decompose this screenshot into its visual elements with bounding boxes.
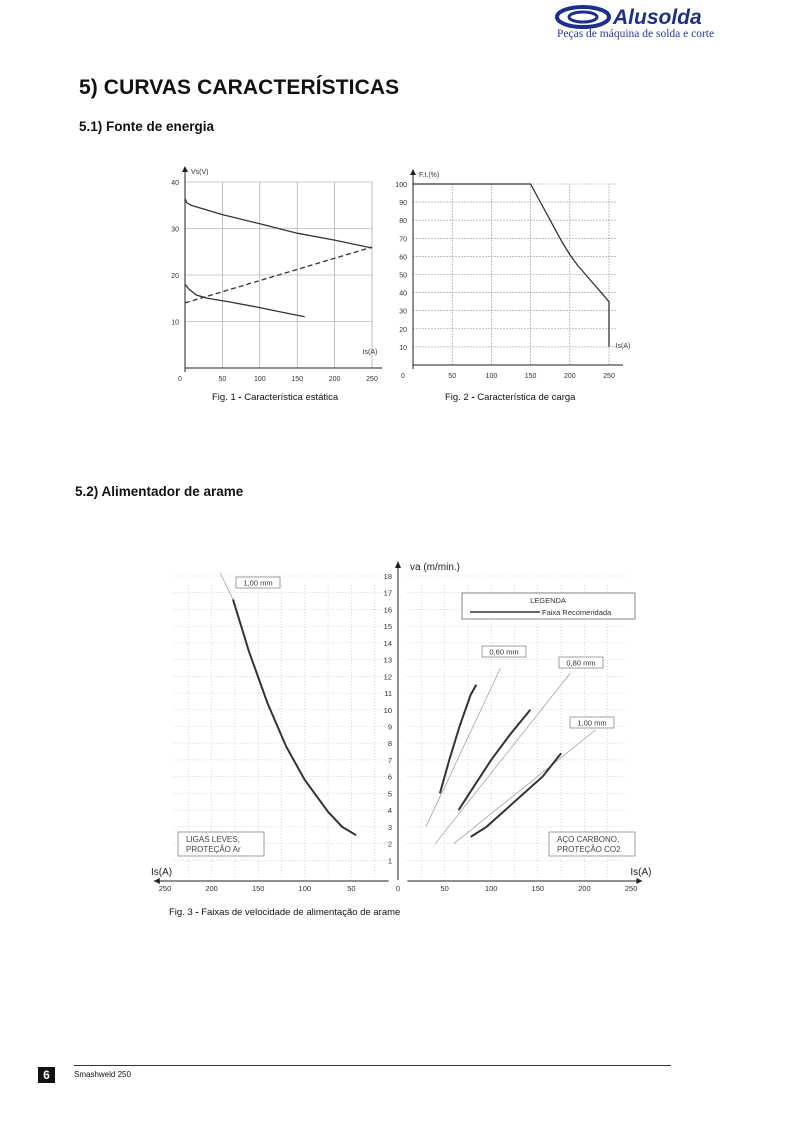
fig2-xlabel: Is(A) — [615, 343, 631, 350]
fig1-xlabel: Is(A) — [362, 349, 378, 356]
fig1-ytick-label: 30 — [171, 226, 179, 234]
fig3-ytick-label: 14 — [383, 638, 392, 648]
fig2-xtick-label: 50 — [448, 373, 457, 380]
fig2-caption — [445, 392, 575, 403]
fig1-ytick-label: 20 — [171, 273, 179, 280]
fig3-legend-entry: Faixa Recomendada — [542, 608, 612, 617]
fig2-ylabel: F.t.(%) — [419, 172, 440, 179]
fig3-wire-label: 1,00 mm — [577, 718, 607, 728]
fig3-xlabel-right: Is(A) — [630, 867, 652, 878]
fig1-ytick-label: 10 — [171, 319, 179, 327]
fig3-ytick-label: 6 — [387, 772, 392, 782]
fig1-xtick-label: 250 — [366, 376, 378, 383]
fig3-xtick-label: 150 — [531, 884, 545, 893]
fig3-ytick-label: 18 — [383, 572, 392, 581]
fig2-ytick-label: 100 — [395, 182, 407, 189]
fig3-ytick-label: 7 — [387, 755, 392, 765]
fig2-caption-num: Fig. 2 — [445, 392, 469, 403]
fig3-caption — [169, 907, 400, 918]
fig1-xtick-label: 0 — [178, 376, 182, 383]
fig3-ytick-label: 1 — [387, 856, 392, 866]
fig2-caption-text: Característica de carga — [477, 392, 576, 403]
fig1-xtick-label: 50 — [218, 376, 227, 383]
fig3-xtick-label: 200 — [205, 884, 218, 893]
fig3-x-arrow-right — [636, 878, 642, 884]
fig3-legend-title: LEGENDA — [530, 596, 566, 605]
fig3-ligas-leves-label-line: PROTEÇÃO Ar — [186, 845, 241, 854]
page-number: 6 — [38, 1067, 55, 1083]
fig3-leader-line — [454, 730, 596, 844]
fig1-ylabel: Vs(V) — [191, 169, 209, 176]
fig3-xtick-label: 50 — [347, 884, 356, 893]
fig3-ligas-leves-label-line: LIGAS LEVES, — [186, 835, 240, 844]
fig3-ytick-label: 15 — [383, 622, 392, 632]
fig3-ytick-label: 10 — [383, 705, 392, 715]
fig2-ytick-label: 90 — [399, 200, 407, 208]
fig1-series-line — [185, 198, 372, 248]
fig2-chart — [388, 160, 638, 390]
fig2-ytick-label: 80 — [399, 218, 407, 226]
fig1-xtick-label: 150 — [291, 376, 304, 383]
fig2-ytick-label: 10 — [399, 344, 407, 352]
fig3-xtick-label: 250 — [624, 884, 638, 893]
fig3-ytick-label: 9 — [387, 722, 392, 732]
footer-rule — [74, 1065, 671, 1066]
fig3-leader-line — [435, 673, 570, 844]
fig3-caption-text: Faixas de velocidade de alimentação de arame — [201, 907, 401, 918]
fig3-xtick-label: 0 — [395, 884, 401, 893]
section-heading-fonte: 5.1) Fonte de energia — [79, 119, 215, 134]
logo-tagline: Peças de máquina de solda e corte — [557, 28, 715, 40]
fig1-xtick-label: 100 — [253, 376, 266, 383]
fig3-ytick-label: 4 — [387, 806, 392, 816]
section-heading-alimentador: 5.2) Alimentador de arame — [75, 484, 244, 499]
fig2-xtick-label: 0 — [401, 373, 405, 380]
fig2-ytick-label: 50 — [399, 272, 407, 280]
fig2-ytick-label: 20 — [399, 326, 407, 334]
fig3-caption-num: Fig. 3 — [169, 907, 193, 918]
fig1-xtick-label: 200 — [328, 376, 341, 383]
fig2-ytick-label: 30 — [399, 308, 407, 316]
fig2-series-line — [413, 184, 609, 347]
fig3-aco-carbono-label-line: PROTEÇÃO CO2 — [557, 845, 621, 854]
fig3-wire-label: 0,60 mm — [489, 647, 519, 657]
fig3-y-arrow — [395, 561, 401, 568]
fig3-ytick-label: 5 — [387, 789, 392, 799]
fig3-ytick-label: 11 — [384, 689, 392, 699]
fig2-y-arrow — [410, 169, 416, 175]
fig2-ytick-label: 60 — [399, 254, 407, 262]
fig3-xtick-label: 250 — [158, 884, 172, 893]
fig3-series-line — [233, 599, 356, 835]
fig3-xtick-label: 150 — [251, 884, 265, 893]
fig3-xlabel-left: Is(A) — [151, 867, 173, 878]
fig2-xtick-label: 200 — [563, 373, 576, 380]
fig1-chart — [160, 160, 390, 390]
fig2-xtick-label: 100 — [485, 373, 498, 380]
fig3-ytick-label: 2 — [387, 839, 392, 849]
fig3-ytick-label: 8 — [387, 739, 392, 749]
fig3-ytick-label: 12 — [383, 672, 392, 682]
fig1-series-line — [185, 284, 305, 317]
fig2-ytick-label: 40 — [399, 290, 407, 298]
fig1-caption-sep: - — [235, 392, 245, 403]
fig3-chart — [130, 555, 690, 900]
fig3-caption-sep: - — [192, 907, 202, 918]
fig1-y-arrow — [182, 166, 188, 172]
fig1-caption-num: Fig. 1 — [212, 392, 236, 403]
fig3-ytick-label: 3 — [387, 822, 392, 832]
fig3-leader-line — [220, 573, 233, 600]
fig3-series-line — [440, 685, 476, 794]
footer-product: Smashweld 250 — [74, 1070, 131, 1079]
fig3-wire-label: 0,80 mm — [566, 658, 596, 668]
fig3-aco-carbono-label-line: AÇO CARBONO, — [557, 835, 620, 844]
fig3-ylabel: va (m/min.) — [410, 562, 460, 573]
fig3-xtick-label: 100 — [484, 884, 498, 893]
fig3-series-line — [471, 753, 561, 837]
fig3-xtick-label: 50 — [440, 884, 449, 893]
page-title: 5) CURVAS CARACTERÍSTICAS — [79, 76, 400, 99]
fig3-wire-label: 1,00 mm — [243, 578, 273, 588]
fig2-xtick-label: 250 — [603, 373, 615, 380]
fig1-ytick-label: 40 — [171, 180, 179, 187]
logo-wordmark: Alusolda — [613, 6, 702, 29]
fig1-caption-text: Característica estática — [244, 392, 339, 403]
fig3-ytick-label: 16 — [383, 605, 392, 615]
fig3-xtick-label: 200 — [578, 884, 591, 893]
fig2-xtick-label: 150 — [524, 373, 537, 380]
fig1-caption — [212, 392, 338, 403]
fig3-xtick-label: 100 — [298, 884, 312, 893]
fig2-ytick-label: 70 — [399, 236, 407, 244]
fig3-ytick-label: 13 — [383, 655, 392, 665]
fig3-x-arrow-left — [154, 878, 160, 884]
fig3-ytick-label: 17 — [383, 588, 392, 598]
fig2-caption-sep: - — [468, 392, 478, 403]
